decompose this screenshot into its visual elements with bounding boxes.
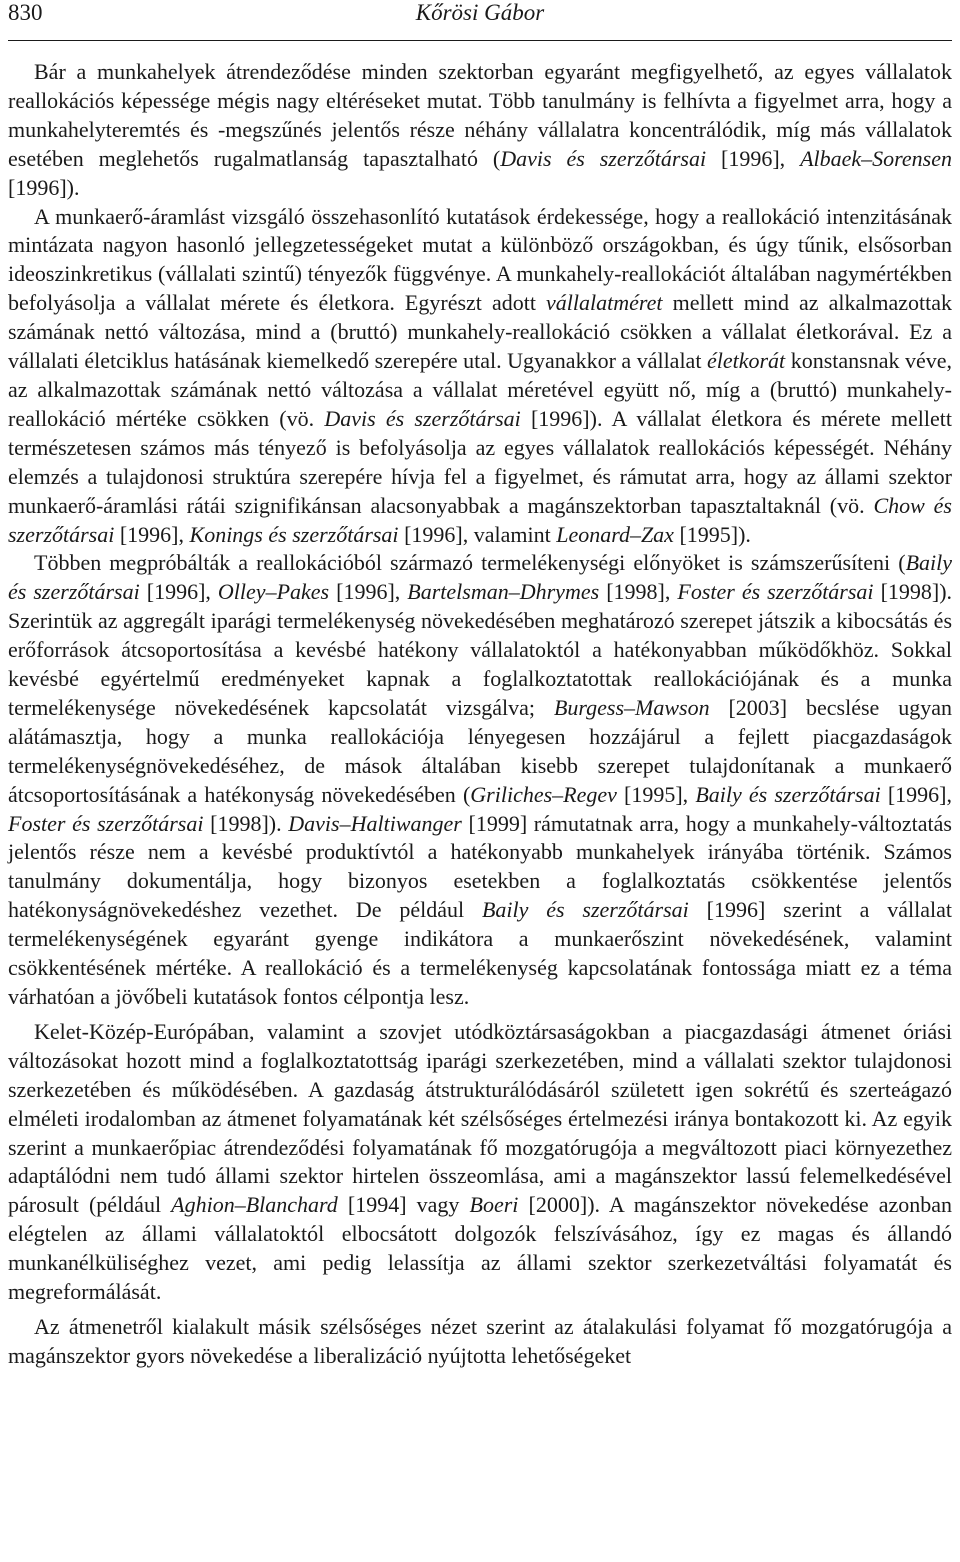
journal-page	[8, 0, 952, 1371]
body-run: mellett mind az alkalmazottak számának nettó változása, mind a (bruttó) munkahely-reallokáció csökken a vállalat életkorával. Ez a vállalati életciklus hatásának kiemelkedő szerepére utal. Ugyanakkor a vállalat	[8, 290, 953, 374]
citation-text: Baily és szerzőtársai	[481, 897, 689, 923]
paragraph-central-eastern-europe	[8, 1018, 952, 1307]
body-run: [1996],	[139, 579, 218, 605]
citation-text: Albaek–Sorensen	[800, 145, 953, 171]
body-run: Az átmenetről kialakult másik szélsőséges nézet szerint az átalakulási folyamat fő mozgatórugója a magánszektor gyors növekedése a liberalizáció nyújtotta lehetőségeket	[8, 1313, 952, 1368]
body-run: [2000]). A magánszektor növekedése azonban elégtelen az állami vállalatoktól elbocsátott dolgozók felszívásához, így ez magas és állandó munkanélküliséghez vezet, ami pedig lelassítja az állami szektor szerkezetváltási folyamatát és megreformálását.	[8, 1192, 952, 1305]
body-run: [1998]). Szerintük az aggregált iparági termelékenység növekedésében meghatározó szerepet játszik a kibocsátás és erőforrások átcsoportosítása a kevésbé hatékony vállalatoktól a hatékonyabban működőkhöz. Sokkal kevésbé egyértelmű eredményeket kapnak a foglalkoztatottak reallokációjának és a munka termelékenysége növekedésének kapcsolatát vizsgálva;	[8, 579, 953, 720]
body-run: [1996], valamint	[398, 521, 557, 547]
body-text	[8, 58, 952, 1371]
body-run: Bár a munkahelyek átrendeződése minden szektorban egyaránt megfigyelhető, az egyes vállalatok reallokációs képessége mégis nagy eltéréseket mutat. Több tanulmány is felhívta a figyelmet arra, hogy a munkahelyteremtés és -megszűnés jelentős része néhány vállalatra koncentrálódik, míg más vállalatok esetében meglehetős rugalmatlanság tapasztalható (	[8, 59, 952, 171]
body-run: [1995],	[616, 781, 696, 807]
citation-text: vállalatméret	[546, 290, 663, 316]
body-run: [2003] becslése ugyan alátámasztja, hogy a munka reallokációja lényegesen hozzájárul a fejlett piacgazdaságok termelékenységnövekedéséhez, de mások általában kisebb szerepet tulajdonítanak a munkaerő átcsoportosításának a hatékonyság növekedésében (	[8, 694, 952, 807]
body-run: [1996],	[114, 521, 190, 547]
body-run: [1996] szerint a vállalat termelékenységének egyaránt gyenge indikátora a munkaerőszint növekedésének, valamint csökkentésének mértéke. A reallokáció és a termelékenység kapcsolatának fontossága miatt ez a téma várhatóan a jövőbeli kutatások fontos célpontja lesz.	[8, 897, 952, 1009]
body-run: Kelet-Közép-Európában, valamint a szovjet utódköztársaságokban a piacgazdasági átmenet óriási változásokat hozott mind a foglalkoztatottság iparági szerkezetében, mind a vállalati szektor tulajdonosi szerkezetében és működésében. A gazdaság átstrukturálódásáról született igen sokrétű és szerteágazó elméleti irodalomban az átmenet folyamatának két szélsőséges értelmezési iránya bontakozott ki. Az egyik szerint a munkaerőpiac átrendeződési folyamatának fő mozgatórugója a megváltozott piaci környezethez adaptálódni nem tudó állami szektor hirtelen összeomlása, ami a magánszektor lassú felemelkedésével párosult (például	[8, 1018, 952, 1218]
body-run: Többen megpróbálták a reallokációból származó termelékenységi előnyöket is számszerűsíteni (	[34, 550, 906, 576]
paragraph-firm-size-age	[8, 203, 952, 550]
body-run: [1998],	[599, 579, 678, 605]
page-number: 830	[8, 0, 43, 25]
body-run: [1995]).	[673, 521, 751, 547]
paragraph-intro	[8, 58, 952, 203]
paragraph-alternative-view	[8, 1313, 952, 1371]
citation-text: Davis és szerzőtársai	[500, 145, 707, 171]
body-run: [1999] rámutatnak arra, hogy a munkahely-változtatás jelentős része nem a kevésbé produktívtól a hatékonyabb munkahelyek irányába történik. Számos tanulmány dokumentálja, hogy bizonyos esetekben a foglalkoztatás csökkentése jelentős hatékonyságnövekedéshez vezethet. De például	[8, 810, 952, 923]
body-run: [1994] vagy	[337, 1192, 470, 1218]
body-run: [1998]).	[203, 810, 289, 836]
citation-text: Foster és szerzőtársai	[677, 579, 874, 605]
body-run: [1996],	[329, 579, 408, 605]
citation-text: Griliches–Regev	[470, 781, 617, 807]
body-run: [1996]). A vállalat életkora és mérete mellett természetesen számos más tényező is befolyásolja az egyes vállalatok reallokációs képességét. Néhány elemzés a tulajdonosi struktúra szerepére hívja fel a figyelmet, és rámutat arra, hogy az állami szektor munkaerő-áramlási rátái szignifikánsan alacsonyabbak a magánszektorban tapasztaltaknál (vö.	[8, 405, 953, 518]
running-head	[8, 0, 952, 41]
citation-text: Chow és szerzőtársai	[8, 492, 952, 547]
paragraph-productivity	[8, 549, 952, 1012]
body-run: A munkaerő-áramlást vizsgáló összehasonlító kutatások érdekessége, hogy a reallokáció intenzitásának mintázata nagyon hasonló jellegzetességeket mutat a különböző országokban, és úgy tűnik, elsősorban ideoszinkretikus (vállalati szintű) tényezők függvénye. A munkahely-reallokációt általában nagymértékben befolyásolja a vállalat mérete és életkora. Egyrészt adott	[8, 203, 952, 316]
citation-text: Davis és szerzőtársai	[324, 405, 521, 431]
citation-text: Baily és szerzőtársai	[695, 781, 881, 807]
citation-text: Foster és szerzőtársai	[8, 810, 204, 836]
citation-text: életkorát	[706, 348, 786, 374]
citation-text: Leonard–Zax	[556, 521, 674, 547]
citation-text: Baily és szerzőtársai	[8, 550, 952, 605]
body-run: konstansnak véve, az alkalmazottak számának nettó változása a vállalat méretével együtt nő, míg a (bruttó) munkahely-reallokáció mértéke csökken (vö.	[8, 348, 952, 431]
body-run: [1996],	[706, 145, 801, 171]
citation-text: Konings és szerzőtársai	[189, 521, 399, 547]
citation-text: Boeri	[469, 1192, 519, 1218]
body-run: [1996],	[880, 781, 953, 807]
citation-text: Bartelsman–Dhrymes	[407, 579, 600, 605]
running-title: Kőrösi Gábor	[415, 0, 545, 25]
body-run: [1996]).	[8, 174, 80, 200]
citation-text: Olley–Pakes	[217, 579, 330, 605]
citation-text: Aghion–Blanchard	[171, 1192, 338, 1218]
citation-text: Burgess–Mawson	[553, 694, 710, 720]
citation-text: Davis–Haltiwanger	[288, 810, 462, 836]
